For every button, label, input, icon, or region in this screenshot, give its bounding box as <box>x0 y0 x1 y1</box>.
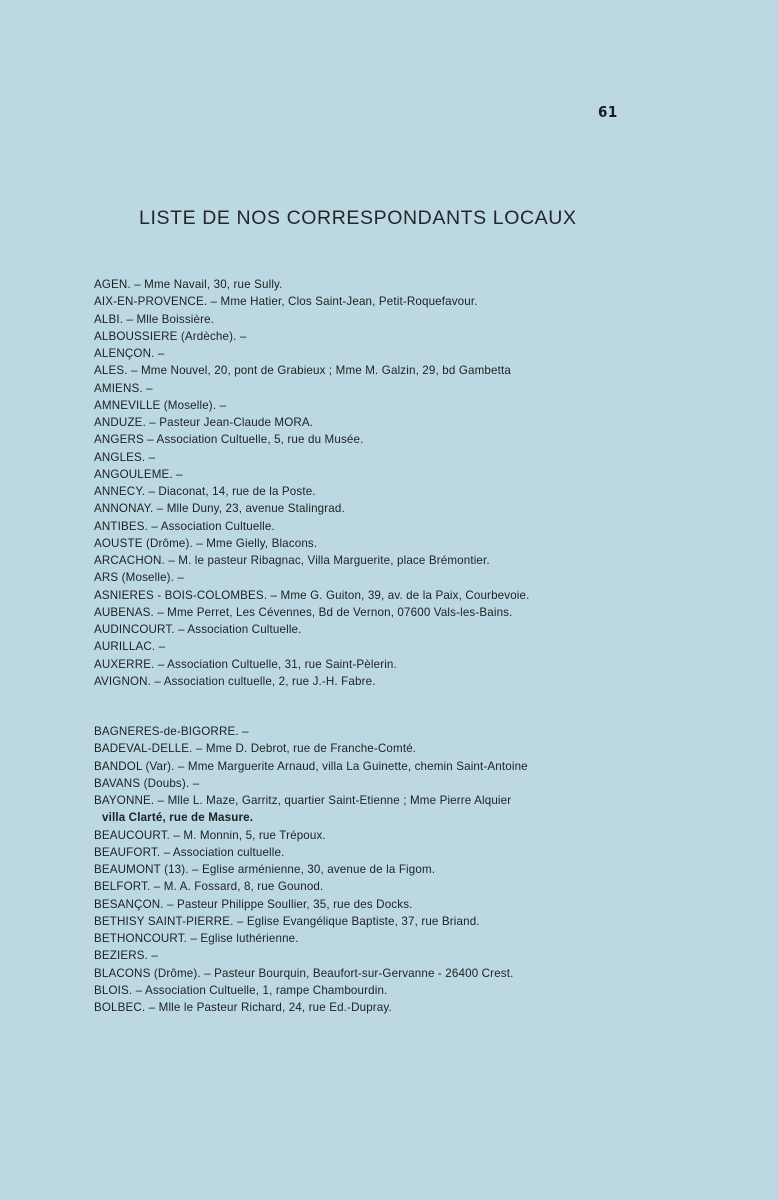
list-item: BAVANS (Doubs). – <box>94 776 200 790</box>
list-item: BAGNERES-de-BIGORRE. – <box>94 725 249 738</box>
list-item: ALES. – Mme Nouvel, 20, pont de Grabieux ; Mme M. Galzin, 29, bd Gambetta <box>94 364 511 378</box>
list-item: ANGLES. – <box>94 450 156 464</box>
list-item: ALBOUSSIERE (Ardèche). – <box>94 329 247 343</box>
page-title: LISTE DE NOS CORRESPONDANTS LOCAUX <box>139 207 577 229</box>
list-item: ANGERS – Association Cultuelle, 5, rue du Musée. <box>94 433 364 447</box>
list-item: ASNIERES - BOIS-COLOMBES. – Mme G. Guiton, 39, av. de la Paix, Courbevoie. <box>94 588 530 602</box>
list-item: BELFORT. – M. A. Fossard, 8, rue Gounod. <box>94 880 324 894</box>
list-item: AMIENS. – <box>94 381 153 395</box>
list-item-bayonne <box>94 792 626 827</box>
list-item: ARCACHON. – M. le pasteur Ribagnac, Villa Marguerite, place Brémontier. <box>94 554 490 567</box>
list-item: AMNEVILLE (Moselle). – <box>94 398 227 412</box>
list-item: BETHISY SAINT-PIERRE. – Eglise Evangélique Baptiste, 37, rue Briand. <box>94 914 480 928</box>
list-item: ANDUZE. – Pasteur Jean-Claude MORA. <box>94 416 314 429</box>
list-item: AVIGNON. – Association cultuelle, 2, rue J.-H. Fabre. <box>94 674 376 688</box>
list-item: AGEN. – Mme Navail, 30, rue Sully. <box>94 278 283 291</box>
list-item: AUDINCOURT. – Association Cultuelle. <box>94 623 302 636</box>
list-item: ARS (Moselle). – <box>94 571 185 585</box>
list-item: BEZIERS. – <box>94 949 158 963</box>
list-item: BEAUCOURT. – M. Monnin, 5, rue Trépoux. <box>94 828 326 842</box>
list-item: ANGOULEME. – <box>94 467 183 481</box>
page-number: 61 <box>598 103 618 121</box>
list-item: ANNECY. – Diaconat, 14, rue de la Poste. <box>94 485 316 498</box>
list-item: BADEVAL-DELLE. – Mme D. Debrot, rue de Franche-Comté. <box>94 742 417 756</box>
list-item: AOUSTE (Drôme). – Mme Gielly, Blacons. <box>94 536 318 550</box>
list-item: ALBI. – Mlle Boissière. <box>94 312 215 326</box>
list-item: BESANÇON. – Pasteur Philippe Soullier, 35, rue des Docks. <box>94 897 413 911</box>
list-item: AURILLAC. – <box>94 640 166 654</box>
list-item: AIX-EN-PROVENCE. – Mme Hatier, Clos Saint-Jean, Petit-Roquefavour. <box>94 295 478 309</box>
list-item: BOLBEC. – Mlle le Pasteur Richard, 24, rue Ed.-Dupray. <box>94 1001 392 1014</box>
list-item-text: BAYONNE. – Mlle L. Maze, Garritz, quartier Saint-Etienne ; Mme Pierre Alquier <box>94 794 512 807</box>
correspondents-list-b <box>94 723 626 1016</box>
list-item: BEAUFORT. – Association cultuelle. <box>94 845 285 859</box>
list-item-continuation: villa Clarté, rue de Masure. <box>102 811 254 825</box>
list-item: BANDOL (Var). – Mme Marguerite Arnaud, villa La Guinette, chemin Saint-Antoine <box>94 759 528 773</box>
list-item: BEAUMONT (13). – Eglise arménienne, 30, avenue de la Figom. <box>94 863 436 876</box>
list-item: BLACONS (Drôme). – Pasteur Bourquin, Beaufort-sur-Gervanne - 26400 Crest. <box>94 966 514 980</box>
list-item: BLOIS. – Association Cultuelle, 1, rampe Chambourdin. <box>94 983 388 997</box>
list-item: AUXERRE. – Association Cultuelle, 31, rue Saint-Pèlerin. <box>94 657 397 671</box>
list-item: AUBENAS. – Mme Perret, Les Cévennes, Bd de Vernon, 07600 Vals-les-Bains. <box>94 605 513 619</box>
list-item: ANNONAY. – Mlle Duny, 23, avenue Stalingrad. <box>94 502 345 516</box>
list-item: ANTIBES. – Association Cultuelle. <box>94 519 275 533</box>
correspondents-list-a <box>94 276 626 690</box>
list-item: BETHONCOURT. – Eglise luthérienne. <box>94 932 299 945</box>
list-item: ALENÇON. – <box>94 347 165 360</box>
